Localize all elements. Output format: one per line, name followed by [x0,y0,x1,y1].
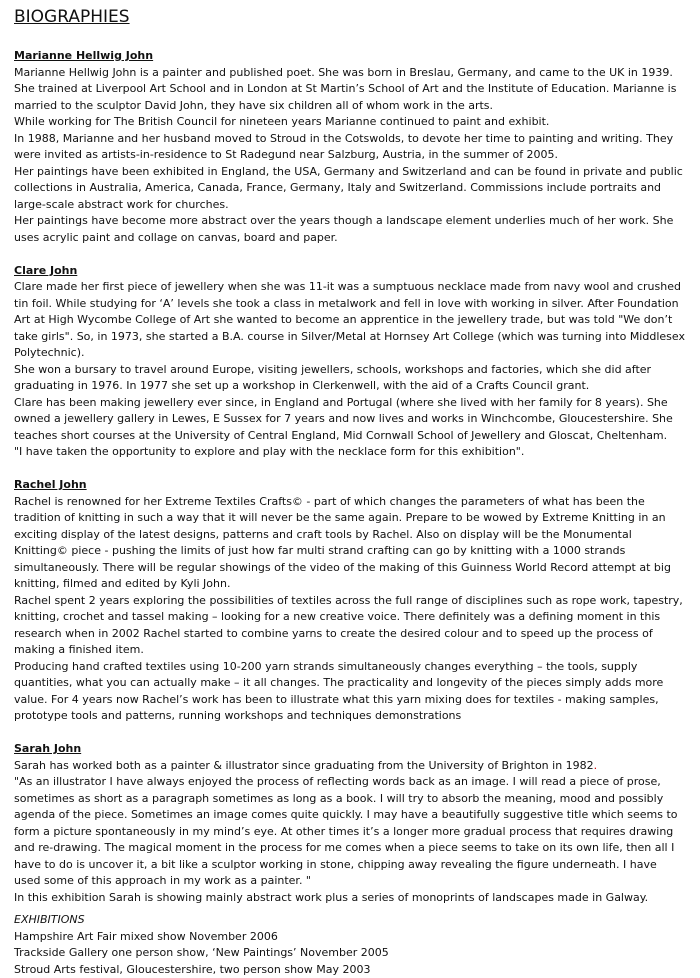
exhibition-note: In this exhibition Sarah is showing mainly abstract work plus a series of monoprints of landscapes made in Galway. [14,890,686,907]
exhibition-item: Hampshire Art Fair mixed show November 2006 [14,929,686,946]
exhibition-item: Stroud Arts festival, Gloucestershire, two person show May 2003 [14,962,686,978]
bio-paragraph: Her paintings have been exhibited in England, the USA, Germany and Switzerland and can be found in private and public collections in Australia, America, Canada, France, Germany, Italy and Switzerland. Commissions include portraits and large-scale abstract work for churches. [14,164,686,214]
bio-name: Sarah John [14,741,686,758]
bio-paragraph: She won a bursary to travel around Europe, visiting jewellers, schools, workshops and factories, which she did after graduating in 1976. In 1977 she set up a workshop in Clerkenwell, with the aid of a Crafts Council grant. [14,362,686,395]
bio-clare [14,263,686,461]
bio-rachel [14,477,686,725]
bio-paragraph: Clare made her first piece of jewellery when she was 11-it was a sumptuous necklace made from navy wool and crushed tin foil. While studying for ‘A’ levels she took a class in metalwork and fell in love with working in silver. After Foundation Art at High Wycombe College of Art she wanted to become an apprentice in the jewellery trade, but was told "We don’t take girls". So, in 1973, she started a B.A. course in Silver/Metal at Hornsey Art College (which was turning into Middlesex Polytechnic). [14,279,686,362]
exhibition-item: Trackside Gallery one person show, ‘New Paintings’ November 2005 [14,945,686,962]
bio-paragraph: Her paintings have become more abstract over the years though a landscape element underlies much of her work. She uses acrylic paint and collage on canvas, board and paper. [14,213,686,246]
bio-paragraph [14,758,686,775]
sarah-intro-period: . [594,759,598,772]
bio-paragraph: "I have taken the opportunity to explore and play with the necklace form for this exhibition". [14,444,686,461]
bio-name: Clare John [14,263,686,280]
bio-paragraph: In 1988, Marianne and her husband moved to Stroud in the Cotswolds, to devote her time to painting and writing. They were invited as artists-in-residence to St Radegund near Salzburg, Austria, in the summer of 2005. [14,131,686,164]
bio-paragraph: Marianne Hellwig John is a painter and published poet. She was born in Breslau, Germany, and came to the UK in 1939. She trained at Liverpool Art School and in London at St Martin’s School of Art and the Institute of Education. Marianne is married to the sculptor David John, they have six children all of whom work in the arts. [14,65,686,115]
sarah-intro-text: Sarah has worked both as a painter & illustrator since graduating from the University of Brighton in 1982 [14,759,594,772]
bio-paragraph: Producing hand crafted textiles using 10-200 yarn strands simultaneously changes everything – the tools, supply quantities, what you can actually make – it all changes. The practicality and longevity of the pieces simply adds more value. For 4 years now Rachel’s work has been to illustrate what this yarn mixing does for textiles - making samples, prototype tools and patterns, running workshops and techniques demonstrations [14,659,686,725]
bio-sarah [14,741,686,978]
bio-paragraph: While working for The British Council for nineteen years Marianne continued to paint and exhibit. [14,114,686,131]
exhibitions-heading: EXHIBITIONS [14,912,686,929]
bio-name: Marianne Hellwig John [14,48,686,65]
bio-paragraph: Rachel spent 2 years exploring the possibilities of textiles across the full range of disciplines such as rope work, tapestry, knitting, crochet and tassel making – looking for a new creative voice. There definitely was a defining moment in this research when in 2002 Rachel started to combine yarns to create the desired colour and to speed up the process of making a finished item. [14,593,686,659]
bio-paragraph: Rachel is renowned for her Extreme Textiles Crafts© - part of which changes the parameters of what has been the tradition of knitting in such a way that it will never be the same again. Prepare to be wowed by Extreme Knitting in an exciting display of the latest designs, patterns and craft tools by Rachel. Also on display will be the Monumental Knitting© piece - pushing the limits of just how far multi strand crafting can go by knitting with a 1000 strands simultaneously. There will be regular showings of the video of the making of this Guinness World Record attempt at big knitting, filmed and edited by Kyli John. [14,494,686,593]
bio-paragraph: Clare has been making jewellery ever since, in England and Portugal (where she lived with her family for 8 years). She owned a jewellery gallery in Lewes, E Sussex for 7 years and now lives and works in Winchcombe, Gloucestershire. She teaches short courses at the University of Central England, Mid Cornwall School of Jewellery and Gloscat, Cheltenham. [14,395,686,445]
bio-name: Rachel John [14,477,686,494]
bio-marianne [14,48,686,246]
page-title: BIOGRAPHIES [14,6,686,28]
sarah-quote: "As an illustrator I have always enjoyed the process of reflecting words back as an image. I will read a piece of prose, sometimes as short as a paragraph sometimes as long as a book. I will try to absorb the meaning, mood and possibly agenda of the piece. Sometimes an image comes quite quickly. I may have a beautifully suggestive title which seems to form a picture spontaneously in my mind’s eye. At other times it’s a longer more gradual process that requires drawing and re-drawing. The magical moment in the process for me comes when a piece seems to take on its own life, then all I have to do is uncover it, a bit like a sculptor working in stone, chipping away revealing the figure underneath. I have used some of this approach in my work as a painter. " [14,774,686,890]
